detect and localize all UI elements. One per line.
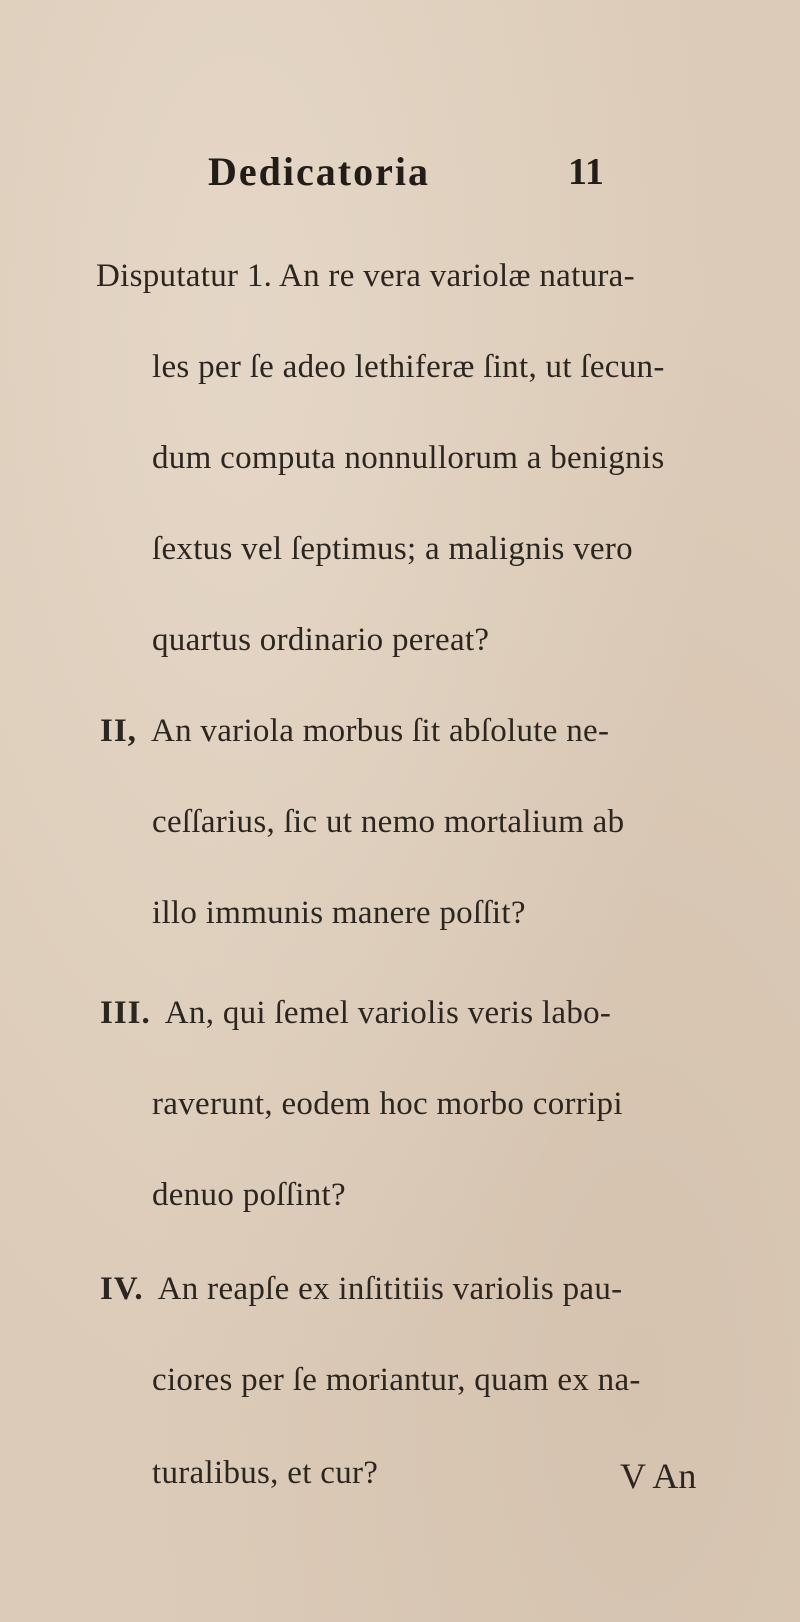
question-4-line-1 <box>100 1271 622 1308</box>
question-4-text-1: An reapſe ex inſititiis variolis pau- <box>157 1271 623 1307</box>
question-4-line-2: ciores per ſe moriantur, quam ex na- <box>152 1362 641 1398</box>
question-4-line-3: turalibus, et cur? <box>152 1455 379 1491</box>
question-2-line-1 <box>100 713 609 750</box>
running-head: Dedicatoria <box>208 149 430 194</box>
question-1-line-3: dum computa nonnullorum a benignis <box>152 440 665 476</box>
question-2-text-1: An variola morbus ſit abſolute ne- <box>150 713 610 749</box>
question-1-line-4: ſextus vel ſeptimus; a malignis vero <box>152 531 633 567</box>
page-header <box>0 148 800 208</box>
question-1-line-1: Disputatur 1. An re vera variolæ natura- <box>96 258 635 294</box>
question-2-line-2: ceſſarius, ſic ut nemo mortalium ab <box>152 804 625 840</box>
question-4-numeral: IV. <box>100 1271 144 1307</box>
question-2-line-3: illo immunis manere poſſit? <box>152 895 526 931</box>
page-number: 11 <box>568 151 604 193</box>
question-3-line-2: raverunt, eodem hoc morbo corripi <box>152 1086 623 1122</box>
question-3-numeral: III. <box>100 995 151 1031</box>
question-3-line-3: denuo poſſint? <box>152 1177 346 1213</box>
question-2-numeral: II, <box>100 713 137 749</box>
question-1-line-2: les per ſe adeo lethiferæ ſint, ut ſecun- <box>152 349 665 385</box>
catchword: V An <box>620 1456 697 1496</box>
question-3-line-1 <box>100 995 611 1032</box>
question-3-text-1: An, qui ſemel variolis veris labo- <box>164 995 612 1031</box>
question-1-line-5: quartus ordinario pereat? <box>152 622 490 658</box>
